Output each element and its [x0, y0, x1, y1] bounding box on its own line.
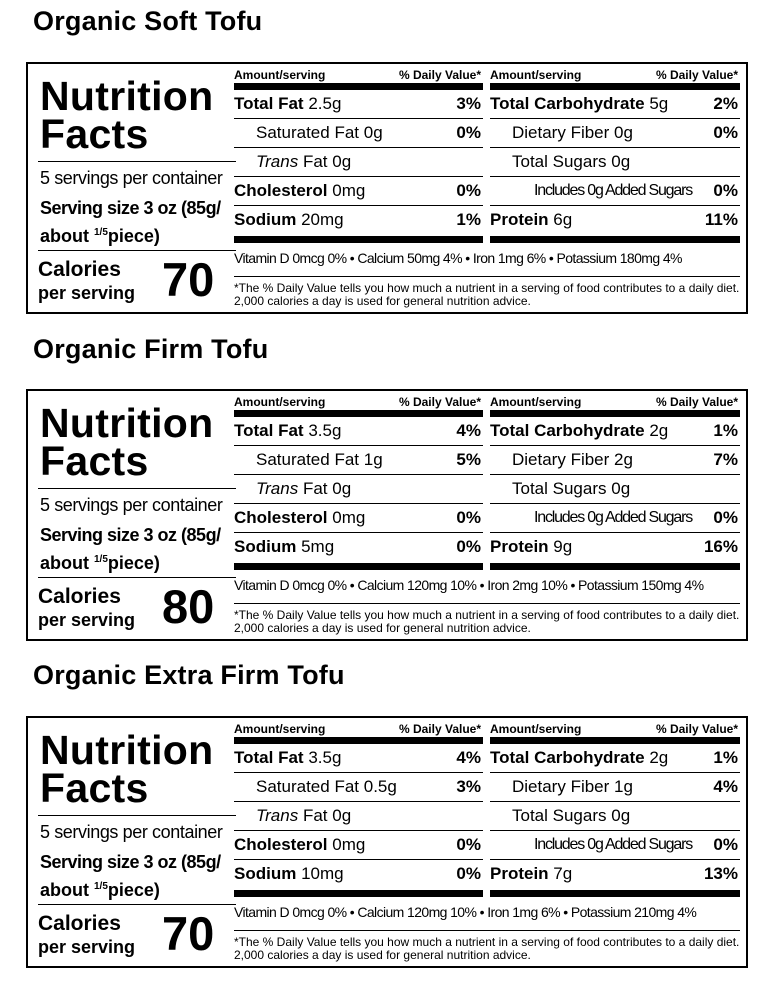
nutrition-facts-panel — [26, 389, 748, 641]
thick-rule — [490, 890, 740, 897]
total-fat-label: Total Fat — [234, 94, 304, 113]
trans-label: Trans — [256, 479, 299, 498]
total-fat-dv: 4% — [456, 421, 481, 440]
cholesterol-label: Cholesterol — [234, 181, 328, 200]
calories-label: Calories — [38, 912, 121, 935]
sodium-row — [234, 860, 483, 888]
cholesterol-value: 0mg — [332, 508, 366, 527]
protein-label: Protein — [490, 537, 549, 556]
serving-size: Serving size 3 oz (85g/ — [40, 198, 221, 218]
carb-value: 2g — [649, 748, 669, 767]
amount-header: Amount/serving — [234, 68, 326, 82]
saturated-fat-row — [234, 119, 483, 148]
carb-value: 5g — [649, 94, 669, 113]
sugars-value: 0g — [611, 152, 631, 171]
nutrient-column-b — [490, 64, 740, 249]
panel-left-column — [38, 391, 234, 639]
total-fat-dv: 4% — [456, 748, 481, 767]
sodium-label: Sodium — [234, 537, 297, 556]
product-title: Organic Soft Tofu — [33, 6, 263, 36]
carb-label: Total Carbohydrate — [490, 748, 645, 767]
thick-rule — [490, 563, 740, 570]
protein-dv: 13% — [703, 864, 738, 883]
facts-title: Facts — [40, 111, 149, 157]
added-sugars-dv: 0% — [713, 181, 738, 200]
cholesterol-value: 0mg — [332, 835, 366, 854]
sat-fat-value: 0.5g — [363, 777, 397, 796]
protein-value: 9g — [553, 537, 573, 556]
total-sugars-row — [490, 802, 740, 831]
total-carbohydrate-row — [490, 744, 740, 773]
fiber-dv: 0% — [713, 123, 738, 142]
fraction: 1/5 — [94, 227, 108, 238]
added-sugars-label: Includes 0g Added Sugars — [534, 509, 693, 526]
thick-rule — [234, 890, 483, 897]
thick-rule — [234, 410, 483, 417]
added-sugars-label: Includes 0g Added Sugars — [534, 836, 693, 853]
sodium-row — [234, 533, 483, 561]
fiber-value: 2g — [614, 450, 633, 469]
about-suffix: piece) — [107, 226, 160, 246]
daily-value-header: % Daily Value* — [655, 68, 738, 82]
fraction: 1/5 — [94, 554, 108, 565]
nutrition-facts-panel — [26, 716, 748, 968]
nutrition-title: Nutrition — [40, 73, 214, 119]
nutrient-column-a — [234, 718, 483, 903]
total-carbohydrate-row — [490, 417, 740, 446]
cholesterol-dv: 0% — [456, 181, 481, 200]
cholesterol-value: 0mg — [332, 181, 366, 200]
carb-dv: 2% — [713, 94, 738, 113]
sodium-dv: 0% — [456, 864, 481, 883]
protein-row — [490, 206, 740, 234]
sat-fat-label: Saturated Fat — [256, 450, 360, 469]
fiber-label: Dietary Fiber — [512, 777, 610, 796]
protein-dv: 11% — [704, 210, 738, 229]
daily-value-footnote: *The % Daily Value tells you how much a nutrient in a serving of food contributes to a daily diet. 2,000 calories a day is used for general nutrition advice. — [234, 930, 740, 962]
nutrient-column-a — [234, 64, 483, 249]
thick-rule — [490, 737, 740, 744]
column-header — [490, 395, 740, 411]
daily-value-header: % Daily Value* — [655, 395, 738, 409]
protein-row — [490, 533, 740, 561]
added-sugars-label: Includes 0g Added Sugars — [534, 182, 693, 199]
trans-fat-value: 0g — [332, 479, 352, 498]
fiber-value: 1g — [614, 777, 633, 796]
trans-fat-suffix: Fat — [302, 806, 328, 825]
column-header — [490, 68, 740, 84]
protein-row — [490, 860, 740, 888]
trans-label: Trans — [256, 806, 299, 825]
facts-title: Facts — [40, 765, 149, 811]
sat-fat-value: 0g — [363, 123, 383, 142]
trans-fat-suffix: Fat — [302, 152, 328, 171]
sat-fat-label: Saturated Fat — [256, 777, 360, 796]
calories-value: 70 — [162, 907, 215, 960]
per-serving-label: per serving — [38, 610, 136, 630]
sat-fat-label: Saturated Fat — [256, 123, 360, 142]
cholesterol-dv: 0% — [456, 835, 481, 854]
thick-rule — [490, 83, 740, 90]
trans-fat-row — [234, 148, 483, 177]
cholesterol-label: Cholesterol — [234, 835, 328, 854]
about-prefix: about — [40, 553, 94, 573]
divider — [38, 577, 236, 578]
nutrition-title: Nutrition — [40, 727, 214, 773]
carb-value: 2g — [649, 421, 669, 440]
serving-size-about — [40, 880, 160, 901]
dietary-fiber-row — [490, 446, 740, 475]
carb-label: Total Carbohydrate — [490, 94, 645, 113]
about-prefix: about — [40, 226, 94, 246]
about-suffix: piece) — [107, 880, 160, 900]
nutrient-column-b — [490, 391, 740, 576]
divider — [38, 161, 236, 162]
total-fat-value: 3.5g — [308, 421, 342, 440]
per-serving-label: per serving — [38, 283, 136, 303]
sugars-label: Total Sugars — [512, 479, 607, 498]
serving-size: Serving size 3 oz (85g/ — [40, 525, 221, 545]
column-header — [490, 722, 740, 738]
thick-rule — [234, 236, 483, 243]
column-header — [234, 395, 483, 411]
servings-per-container: 5 servings per container — [40, 495, 223, 515]
divider — [38, 904, 236, 905]
about-suffix: piece) — [107, 553, 160, 573]
total-fat-dv: 3% — [456, 94, 481, 113]
thick-rule — [234, 83, 483, 90]
total-fat-value: 3.5g — [308, 748, 342, 767]
divider — [38, 488, 236, 489]
amount-header: Amount/serving — [490, 722, 582, 736]
total-fat-row — [234, 417, 483, 446]
total-fat-label: Total Fat — [234, 421, 304, 440]
sodium-label: Sodium — [234, 864, 297, 883]
protein-dv: 16% — [703, 537, 738, 556]
trans-fat-row — [234, 475, 483, 504]
column-header — [234, 722, 483, 738]
total-sugars-row — [490, 475, 740, 504]
servings-per-container: 5 servings per container — [40, 822, 223, 842]
added-sugars-row — [490, 177, 740, 206]
vitamins-minerals: Vitamin D 0mcg 0% • Calcium 50mg 4% • Iron 1mg 6% • Potassium 180mg 4% — [234, 250, 682, 266]
facts-title: Facts — [40, 438, 149, 484]
calories-value: 80 — [162, 580, 215, 633]
dietary-fiber-row — [490, 119, 740, 148]
vitamins-minerals: Vitamin D 0mcg 0% • Calcium 120mg 10% • Iron 1mg 6% • Potassium 210mg 4% — [234, 904, 697, 920]
nutrition-facts-panel — [26, 62, 748, 314]
cholesterol-dv: 0% — [456, 508, 481, 527]
cholesterol-row — [234, 831, 483, 860]
added-sugars-row — [490, 504, 740, 533]
daily-value-footnote: *The % Daily Value tells you how much a nutrient in a serving of food contributes to a daily diet. 2,000 calories a day is used for general nutrition advice. — [234, 276, 740, 308]
sodium-label: Sodium — [234, 210, 297, 229]
vitamins-minerals: Vitamin D 0mcg 0% • Calcium 120mg 10% • Iron 2mg 10% • Potassium 150mg 4% — [234, 577, 704, 593]
protein-value: 6g — [553, 210, 573, 229]
sodium-dv: 1% — [456, 210, 481, 229]
protein-value: 7g — [553, 864, 573, 883]
total-carbohydrate-row — [490, 90, 740, 119]
added-sugars-dv: 0% — [713, 835, 738, 854]
total-fat-label: Total Fat — [234, 748, 304, 767]
daily-value-header: % Daily Value* — [398, 722, 481, 736]
thick-rule — [234, 737, 483, 744]
sodium-row — [234, 206, 483, 234]
protein-label: Protein — [490, 864, 549, 883]
cholesterol-row — [234, 177, 483, 206]
sodium-value: 20mg — [301, 210, 344, 229]
thick-rule — [490, 410, 740, 417]
trans-fat-row — [234, 802, 483, 831]
daily-value-header: % Daily Value* — [655, 722, 738, 736]
fraction: 1/5 — [94, 881, 108, 892]
serving-size-about — [40, 553, 160, 574]
amount-header: Amount/serving — [490, 395, 582, 409]
sugars-value: 0g — [611, 479, 631, 498]
trans-fat-value: 0g — [332, 806, 352, 825]
nutrient-column-a — [234, 391, 483, 576]
cholesterol-row — [234, 504, 483, 533]
calories-value: 70 — [162, 253, 215, 306]
sat-fat-dv: 0% — [456, 123, 481, 142]
sugars-label: Total Sugars — [512, 806, 607, 825]
nutrient-column-b — [490, 718, 740, 903]
carb-dv: 1% — [713, 748, 738, 767]
fiber-value: 0g — [614, 123, 633, 142]
fiber-dv: 4% — [713, 777, 738, 796]
cholesterol-label: Cholesterol — [234, 508, 328, 527]
thick-rule — [234, 563, 483, 570]
total-sugars-row — [490, 148, 740, 177]
amount-header: Amount/serving — [234, 395, 326, 409]
fiber-dv: 7% — [713, 450, 738, 469]
trans-label: Trans — [256, 152, 299, 171]
sugars-label: Total Sugars — [512, 152, 607, 171]
panel-left-column — [38, 718, 234, 966]
trans-fat-suffix: Fat — [302, 479, 328, 498]
column-header — [234, 68, 483, 84]
trans-fat-value: 0g — [332, 152, 352, 171]
sugars-value: 0g — [611, 806, 631, 825]
divider — [38, 250, 236, 251]
fiber-label: Dietary Fiber — [512, 450, 610, 469]
saturated-fat-row — [234, 446, 483, 475]
calories-label: Calories — [38, 585, 121, 608]
saturated-fat-row — [234, 773, 483, 802]
about-prefix: about — [40, 880, 94, 900]
fiber-label: Dietary Fiber — [512, 123, 610, 142]
daily-value-header: % Daily Value* — [398, 395, 481, 409]
carb-dv: 1% — [713, 421, 738, 440]
sat-fat-dv: 5% — [456, 450, 481, 469]
amount-header: Amount/serving — [234, 722, 326, 736]
nutrition-title: Nutrition — [40, 400, 214, 446]
servings-per-container: 5 servings per container — [40, 168, 223, 188]
total-fat-row — [234, 744, 483, 773]
sodium-value: 10mg — [301, 864, 344, 883]
sat-fat-dv: 3% — [456, 777, 481, 796]
daily-value-footnote: *The % Daily Value tells you how much a nutrient in a serving of food contributes to a daily diet. 2,000 calories a day is used for general nutrition advice. — [234, 603, 740, 635]
total-fat-row — [234, 90, 483, 119]
sodium-dv: 0% — [456, 537, 481, 556]
amount-header: Amount/serving — [490, 68, 582, 82]
serving-size-about — [40, 226, 160, 247]
product-title: Organic Firm Tofu — [33, 334, 269, 364]
panel-left-column — [38, 64, 234, 312]
thick-rule — [490, 236, 740, 243]
total-fat-value: 2.5g — [308, 94, 342, 113]
sodium-value: 5mg — [301, 537, 335, 556]
per-serving-label: per serving — [38, 937, 136, 957]
serving-size: Serving size 3 oz (85g/ — [40, 852, 221, 872]
sat-fat-value: 1g — [363, 450, 383, 469]
added-sugars-dv: 0% — [713, 508, 738, 527]
added-sugars-row — [490, 831, 740, 860]
carb-label: Total Carbohydrate — [490, 421, 645, 440]
divider — [38, 815, 236, 816]
daily-value-header: % Daily Value* — [398, 68, 481, 82]
protein-label: Protein — [490, 210, 549, 229]
product-title: Organic Extra Firm Tofu — [33, 660, 345, 690]
calories-label: Calories — [38, 258, 121, 281]
dietary-fiber-row — [490, 773, 740, 802]
